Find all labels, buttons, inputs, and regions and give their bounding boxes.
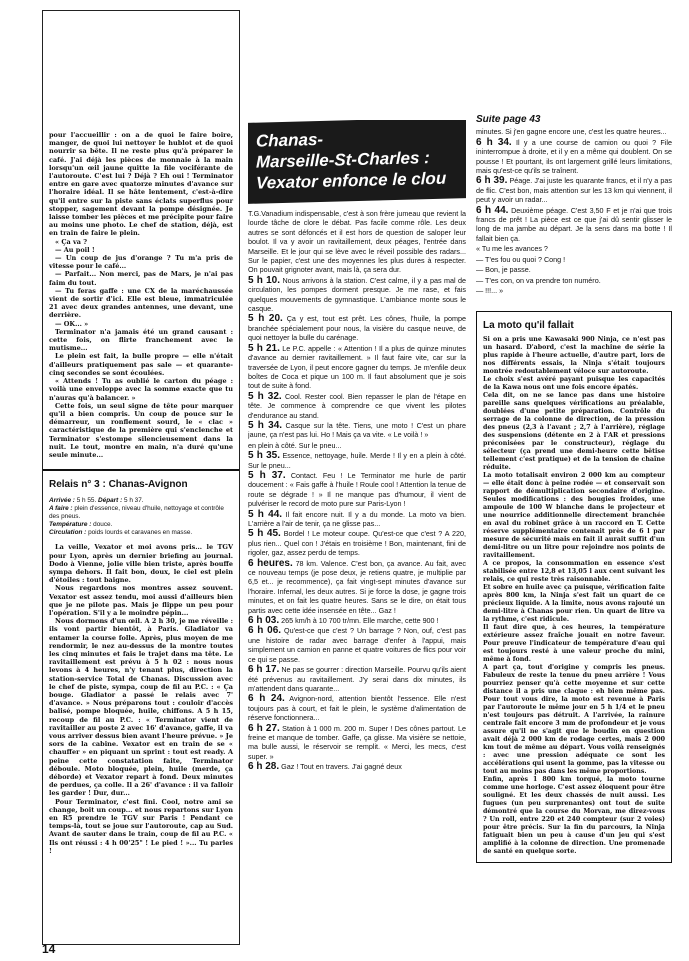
timeline-entry <box>248 626 466 664</box>
entry-time: 6 h 44. <box>476 204 509 216</box>
moto-paragraph: Et sobre en huile avec ça puisque, vérification faite après 800 km, la Ninja s'est fait un quart de ce précieux liquide. A la limite, nous avons rajouté un demi-litre à Chanas pour rien. Un quart de litre va la rythme, c'est ridicule. <box>483 584 665 624</box>
timeline-entry <box>248 559 466 615</box>
arrivee-value: 5 h 55. <box>76 497 97 505</box>
entry-time: 5 h 10. <box>248 274 280 286</box>
entry-text: — T'es fou ou quoi ? Cong ! <box>476 254 566 264</box>
timeline-entry <box>248 762 466 771</box>
entry-time: 5 h 44. <box>248 508 283 520</box>
entry-text: Il fait encore nuit. Il y a du monde. La moto va bien. L'arrière a l'air de tenir, ça ne glisse pas... <box>248 509 466 528</box>
timeline-entry <box>476 265 672 274</box>
left-paragraph: — OK... » <box>55 319 89 328</box>
entry-time: 6 h 28. <box>248 761 280 773</box>
entry-text: Bordel ! Le moteur coupe. Qu'est-ce que c'est ? A 220, plus rien... Quel con ! J'étais en troisième ! Bon, maintenant, fini de rigoler, gaz, assez perdu de temps. <box>248 529 466 558</box>
entry-text: Casque sur la tête. Tiens, une moto ! C'est un phare jaune, ça n'est pas lui. Ho ! Mais ça va vite. « Le voilà ! » <box>248 420 466 440</box>
entry-time: 5 h 20. <box>248 313 283 325</box>
relais-paragraph: Nous dormons d'un œil. A 2 h 30, je me réveille : ils vont partir bientôt, à Paris. Gladiator va entamer la course folle. Après, plus moyen de me rendormir, le nez au-dessus de la montre toutes les cinq minutes et fais le trajet dans ma tête. Le ravitaillement est prévu à 5 h 02 : nous nous levons à 4 heures, n'y tenant plus, direction la station-service Total de Chanas. Discussion avec le chef de piste, sympa, coup de fil au P.C. : « Ça bouge. Gladiator a passé le relais avec 7' d'avance. » Nous préparons tout : couloir d'accès balisé, pompe bloquée, huile, chiffons. A 5 h 15, recoup de fil au P.C. : « Terminator vient de ravitailler au poste 2 avec 16' d'avance, gaffe, il va vous arriver dessus bien avant l'heure prévue. » Je sors de la cabine. Vexator est en train de se « chauffer » en piquant un sprint : tout est ready. A peine cette constatation faite, Terminator déboule. Moto bloquée, plein, huile (merde, ça déborde) et Vexator repart à fond. Deux minutes de perdues, ça colle. Il a 26' d'avance : il va falloir les garder ! Dur, dur... <box>49 617 233 798</box>
timeline-entry <box>248 276 466 314</box>
entry-text: Avignon-nord, attention bientôt l'essence. Elle n'est toujours pas à court, et fait le plein, le système d'alimentation de réserve fonctionnera... <box>248 694 466 723</box>
timeline-entry <box>248 694 466 722</box>
moto-box <box>476 311 672 863</box>
moto-paragraph: Il faut dire que, à ces heures, la température extérieure assez fraîche jouait en notre faveur. Pour preuve l'indicateur de température d'eau qui est toujours resté à une valeur proche du mini, même à fond. <box>483 624 665 664</box>
moto-paragraph: Cela dit, on ne se lance pas dans une histoire pareille sans quelques vérifications au préalable, doublées d'une petite préparation. Contrôle du serrage de la colonne de direction, de la pression des pneus (2,3 à l'avant ; 2,7 à l'arrière), réglage des suspensions (détente en 2 à l'AR et pressions préconisées par le constructeur), réglage du sélecteur (ça prend une demi-heure cette bêtise tellement c'est pratique) et de la tension de chaîne réduite. <box>483 392 665 472</box>
entry-time: 6 h 39. <box>476 175 508 187</box>
timeline-entry <box>476 244 672 253</box>
entry-text: 265 km/h à 10 700 tr/mn. Elle marche, cette 900 ! <box>281 616 439 626</box>
entry-text: Deuxième péage. C'est 3,50 F et je n'ai que trois francs de prêt ! La pièce est ce que j'ai dû sentir glisser le long de ma jambe au départ. Je la sens dans ma botte ! Il fallait bien ça. <box>476 205 672 243</box>
entry-text: Ça y est, tout est prêt. Les cônes, l'huile, la pompe branchée spécialement pour nous, la visière du casque neuve, de quoi nettoyer la bulle du carénage. <box>248 314 466 343</box>
depart-value: 5 h 37. <box>123 497 144 505</box>
temperature-value: douce. <box>93 521 113 529</box>
timeline-entry <box>248 510 466 529</box>
left-paragraph: Terminator n'a jamais été un grand causant : cette fois, on flirte franchement avec le mutisme... <box>49 327 233 353</box>
entry-text: en plein à côté. Sur le pneu... <box>248 440 342 450</box>
entry-time: 6 h 06. <box>248 625 282 637</box>
left-paragraph: — Au poil ! <box>55 245 95 254</box>
entry-text: Gaz ! Tout en travers. J'ai gagné deux <box>281 762 402 772</box>
arrivee-label: Arrivée : <box>49 497 75 505</box>
entry-time: 5 h 21. <box>248 342 280 354</box>
entry-time: 5 h 34. <box>248 419 283 431</box>
timeline-entries <box>476 127 672 295</box>
timeline-entry <box>476 286 672 295</box>
temperature-label: Température : <box>49 521 92 529</box>
timeline-entry <box>248 344 466 391</box>
timeline-entry <box>248 471 466 509</box>
title-line: Chanas- <box>256 129 324 151</box>
entry-time: 6 heures. <box>248 557 293 569</box>
moto-title: La moto qu'il fallait <box>483 320 574 332</box>
entry-time: 5 h 35. <box>248 450 281 462</box>
afaire-label: A faire : <box>49 505 73 513</box>
entry-text: Qu'est-ce que c'est ? Un barrage ? Non, ouf, c'est pas une histoire de radar avec barrage d'enfer à l'appui, mais simplement un camion en panne et quatre voitures de flics pour voir ce qui se passe. <box>248 626 466 664</box>
entry-text: Cool. Rester cool. Bien repasser le plan de l'étape en tête. Je commence à comprendre ce que vivent les pilotes d'endurance au stand. <box>248 391 466 420</box>
left-paragraph: « Ça va ? <box>55 237 88 246</box>
moto-paragraph: Si on a pris une Kawasaki 900 Ninja, ce n'est pas un hasard. D'abord, c'est la machine de série la plus rapide à l'heure actuelle, d'autre part, lors de nos différents essais, la Ninja s'était toujours montrée redoutablement véloce sur autoroute. <box>483 336 665 376</box>
relais-title: Relais n° 3 : Chanas-Avignon <box>49 479 188 491</box>
moto-paragraph: A ce propos, la consommation en essence s'est stabilisée entre 12,8 et 13,05 l aux cent suivant les relais, ce qui reste très raisonnable. <box>483 560 665 584</box>
moto-paragraph: A part ça, tout d'origine y compris les pneus. Fabuleux de reste la tenue du pneu arrière ! Vous pourriez penser qu'à cette moyenne et sur cette distance il a pris une claque : eh bien même pas. Pour tout vous dire, la moto est revenue à Paris par l'autoroute le même jour en 5 h 1/4 et le pneu n'est toujours pas détruit. A l'arrivée, la rainure centrale fait encore 3 mm de profondeur et je vous assure qu'il ne s'agit que le boudin en question avait déjà 2 000 km de rodage certes, mais 2 000 km tout de même au départ. Vous voilà renseignés : avec une pression adéquate ce sont les accélérations qui usent la gomme, pas la vitesse ou tout au moins pas dans les même proportions. <box>483 664 665 776</box>
afaire-value: plein d'essence, niveau d'huile, nettoyage et contrôle des pneus. <box>49 505 224 521</box>
entry-text: Essence, nettoyage, huile. Merde ! Il y en a plein à côté. Sur le pneu... <box>248 451 466 470</box>
entry-text: Station à 1 000 m. 200 m. Super ! Des cônes partout. Le freine et manque de tomber. Gaffe, ça glisse. Ma visière se nettoie, ma bulle aussi, le réservoir se remplit. « Merci, les mecs, c'est super. » <box>248 723 466 761</box>
right-column-article <box>476 115 672 945</box>
left-paragraph: pour l'accueillir : on a de quoi le faire boire, manger, de quoi lui nettoyer le hublot et de quoi nourrir sa bête. Il ne reste plus qu'à préparer le café. J'ai déjà les pièces de monnaie à la main lorsqu'un œil jaune quitte la file vociférante de l'autoroute. C'est lui ? Déjà ? Eh oui ! Terminator entre en gare avec quatorze minutes d'avance sur l'horaire idéal. Il se hâte lentement, c'est-à-dire qu'il entre sur la piste sans éclats superflus pour stopper, sagement devant la pompe désignée. Je laisse tomber les pièces et me précipite pour faire au moins une photo. Le chef de station, déjà, est en train de faire le plein. <box>49 131 233 238</box>
moto-paragraph: La moto totalisait environ 2 000 km au compteur — elle était donc à peine rodée — et conservait son rapport de démultiplication secondaire d'origine. Seules modifications : des bougies froides, une ampoule de 100 W blanche dans le projecteur et une nourrice additionnelle directement branchée en aval du robinet grâce à un raccord en T. Cette réserve supplémentaire contenait près de 6 l par mesure de sécurité mais en fait il aurait suffit d'un demi-litre ou un litre pour rejoindre nos points de ravitaillement. <box>483 472 665 560</box>
entry-time: 6 h 03. <box>248 615 280 627</box>
depart-label: Départ : <box>98 497 123 505</box>
timeline-entry <box>248 724 466 762</box>
timeline-entries <box>248 276 466 772</box>
page-number: 14 <box>42 942 56 956</box>
timeline-entry <box>476 276 672 285</box>
entry-text: 78 km. Valence. C'est bon, ça avance. Au fait, avec ce nouveau temps (je pose deux, je retiens quatre, je multiplie par 6,5 et... je recommence), ça fait vingt-sept minutes d'avance sur l'horaire. Infernal, les deux autres. Si je force la dose, je gagne trois minutes, et on fait les quatre heures. Sans se le dire, on était tous partis avec cette idée insensée en tête... Gaz ! <box>248 558 466 615</box>
relais-paragraph: Nous regardons nos montres assez souvent. Vexator est assez tendu, moi aussi d'ailleurs bien que je ne pilote pas. Mais je flippe un peu pour l'opération. S'il y a le moindre pépin... <box>49 584 233 617</box>
left-paragraph: — Parfait... Non merci, pas de Mars, je n'ai pas faim du tout. <box>49 270 233 287</box>
relais-box <box>43 469 239 855</box>
timeline-entry <box>476 255 672 264</box>
entry-text: — !!!... » <box>476 285 504 295</box>
timeline-entry <box>476 138 672 176</box>
left-paragraph: Cette fois, un seul signe de tête pour marquer qu'il a bien compris. Un coup de pouce sur le démarreur, un ronflement sourd, le « clac » caractéristique de la première qui s'enclenche et Terminator s'estompe silencieusement dans la nuit. Le tout, montre en main, n'a duré qu'une seule minute... <box>49 401 233 459</box>
left-paragraph: — Un coup de jus d'orange ? Tu m'a pris de vitesse pour le café... <box>49 254 233 271</box>
timeline-entry <box>248 451 466 470</box>
suite-label: Suite page 43 <box>476 115 541 125</box>
relais-paragraph: La veille, Vexator et moi avons pris... le TGV pour Lyon, après un dernier briefing au journal. Dodo à Vienne, jolie ville bien triste, après bouffe sympa dehors. Il fait bon, doux, le ciel est plein d'étoiles : tout baigne. <box>49 543 233 585</box>
entry-time: 5 h 37. <box>248 469 286 481</box>
left-paragraph: « Attends ! Tu as oublié le carton du péage : voilà une enveloppe avec la somme exacte que tu n'auras qu'à balancer. » <box>49 377 233 402</box>
title-line: Vexator enfonce le clou <box>256 168 447 193</box>
timeline-entry <box>248 392 466 420</box>
entry-time: 6 h 27. <box>248 722 280 734</box>
entry-text: Nous arrivons à la station. C'est calme, il y a pas mal de circulation, les pompes dorment presque. Je me rase, et fais quelques mouvements de gymnastique. L'ambiance monte sous le casque. <box>248 275 466 314</box>
entry-text: Péage. J'ai juste les quarante francs, et il n'y a pas de flic. C'est bon, mais attention sur les 13 km qui viennent, il peut y avoir un radar... <box>476 176 672 205</box>
intro-paragraph: T.G.Vanadium indispensable, c'est à son frère jumeau que revient la lourde tâche de clore le débat. Pas facile comme rôle. Les deux autres se sont défoncés et il est hors de question de saloper leur boulot. Il va y avoir un ravitaillement, deux péages, l'entrée dans Marseille. Et le jour qui se lève avec le réveil possible des radars... Sur le papier, c'est une des moyennes les plus dures à respecter. On pouvait grignoter avant, mais là, ça sera dur. <box>248 209 466 275</box>
moto-paragraph: Enfin, après 1 800 km torqué, la moto tourne comme une horloge. C'est assez éloquent pour être souligné. Et les deux chassés de nuit aussi. Les fugues (un peu surprenantes) ont tout de suite démontré que la course du Morvan, me direz-vous ? Un roll, entre 220 et 240 compteur (sur 2 voies) pour être précis. Sur la fin du parcours, la Ninja fatiguait bien un peu à cause d'un jeu qui s'est amplifié à la colonne de direction. Une promenade de santé en quelque sorte. <box>483 776 665 856</box>
entry-time: 5 h 32. <box>248 390 282 402</box>
middle-column-article <box>248 120 466 945</box>
moto-paragraph: Le choix s'est avéré payant puisque les capacités de la Kawa nous ont une fois encore épatés. <box>483 376 665 392</box>
left-paragraph: Le plein est fait, la bulle propre — elle n'était d'ailleurs pratiquement pas sale — et quarante-cinq secondes se sont écoulées. <box>49 352 233 377</box>
relais-meta <box>49 497 233 537</box>
relais-paragraph: Pour Terminator, c'est fini. Cool, notre ami se change, boit un coup... et nous repartons sur Lyon en R5 prendre le TGV sur Paris ! Pendant ce temps-là, tout se joue sur l'autoroute, cap au Sud. Avant de sauter dans le train, coup de fil au P.C. « Ils ont réussi : 4 h 00'25" ! Le pied ! »... Tu parles ! <box>49 797 233 855</box>
entry-time: 5 h 45. <box>248 528 281 540</box>
entry-text: « Tu me les avances ? <box>476 244 548 254</box>
article-title-block <box>248 120 466 204</box>
timeline-entry <box>248 529 466 557</box>
entry-time: 6 h 24. <box>248 693 285 705</box>
entry-text: Il y a une course de camion ou quoi ? File ininterrompue à droite, et il y en a même qui doublent. On se pousse ! Et pourtant, ils ont largement grillé leurs limitations, mais qu'est-ce qu'ils se traînent. <box>476 137 672 176</box>
timeline-entry <box>476 127 672 136</box>
title-line: Marseille-St-Charles : <box>256 148 430 172</box>
timeline-entry <box>476 206 672 244</box>
entry-text: Ne pas se gourrer : direction Marseille. Pourvu qu'ils aient été prévenus au ravitaillement. J'y serai dans dix minutes, ils m'attendent dans quarante... <box>248 665 466 693</box>
timeline-entry <box>248 616 466 625</box>
timeline-entry <box>248 665 466 693</box>
circulation-label: Circulation : <box>49 529 87 537</box>
entry-text: minutes. Si j'en gagne encore une, c'est les quatre heures... <box>476 127 667 137</box>
circulation-value: poids lourds et caravanes en masse. <box>88 529 193 537</box>
entry-text: — T'es con, on va prendre ton numéro. <box>476 275 601 285</box>
entry-time: 6 h 34. <box>476 136 512 148</box>
timeline-entry <box>476 176 672 204</box>
timeline-entry <box>248 314 466 342</box>
timeline-entry <box>248 441 466 450</box>
entry-text: Le P.C. appelle : « Attention ! Il a plus de quinze minutes d'avance au dernier ravitaillement. » Il faut faire vite, car sur la traversée de Lyon, il peut encore gagner du temps. Je m'enfile deux boîtes de Coca et pique un 100 m. Il faut absolument que je sois tout de suite à fond. <box>248 343 466 391</box>
left-paragraph: — Tu feras gaffe : une CX de la maréchaussée vient de sortir d'ici. Elle est bleue, immatriculée 21 avec deux grandes antennes, une devant, une derrière. <box>49 286 233 320</box>
timeline-entry <box>248 421 466 440</box>
entry-text: — Bon, je passe. <box>476 265 531 275</box>
left-column-article <box>42 10 240 945</box>
entry-text: Contact. Feu ! Le Terminator me hurle de partir doucement : « Fais gaffe à l'huile ! Roule cool ! Attention la tenue de route se dégrade ! » Il ne manque pas d'humour, il vient de pulvériser le record de moto pure sur Paris-Lyon ! <box>248 470 466 509</box>
entry-time: 6 h 17. <box>248 664 280 676</box>
